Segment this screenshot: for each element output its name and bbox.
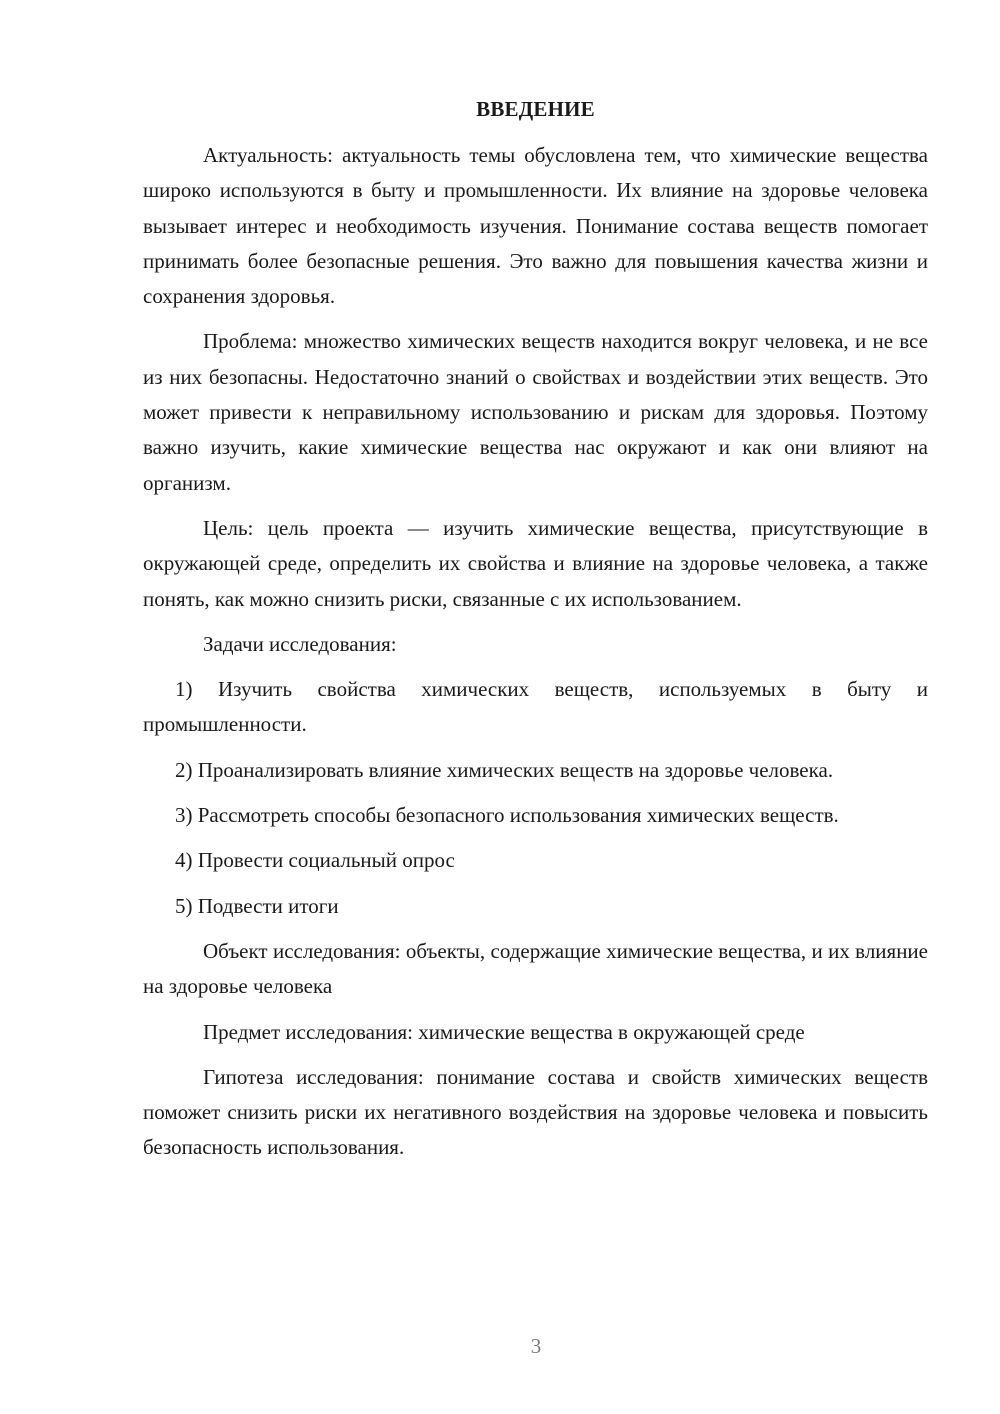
paragraph-goal: Цель: цель проекта — изучить химические вещества, присутствующие в окружающей среде, определить их свойства и влияние на здоровье человека, а также понять, как можно снизить риски, связанные с их использованием. [143,515,928,611]
paragraph-problem: Проблема: множество химических веществ находится вокруг человека, и не все из них безопасны. Недостаточно знаний о свойствах и воздействии этих веществ. Это может привести к неправильному использованию и рискам для здоровья. Поэтому важно изучить, какие химические вещества нас окружают и как они влияют на организм. [143,329,928,495]
page-number: 3 [530,1334,542,1358]
paragraph-subject: Предмет исследования: химические вещества в окружающей среде [203,1019,805,1044]
section-title: ВВЕДЕНИЕ [476,97,595,121]
task-item-2: 2) Проанализировать влияние химических веществ на здоровье человека. [175,757,834,782]
paragraph-hypothesis: Гипотеза исследования: понимание состава и свойств химических веществ поможет снизить риски их негативного воздействия на здоровье человека и повысить безопасность использования. [143,1064,928,1160]
task-item-1: 1) Изучить свойства химических веществ, используемых в быту и промышленности. [143,677,928,737]
paragraph-relevance: Актуальность: актуальность темы обусловлена тем, что химические вещества широко используются в быту и промышленности. Их влияние на здоровье человека вызывает интерес и необходимость изучения. Понимание состава веществ помогает принимать более безопасные решения. Это важно для повышения качества жизни и сохранения здоровья. [143,143,928,309]
task-item-3: 3) Рассмотреть способы безопасного использования химических веществ. [175,803,839,828]
paragraph-tasks-heading: Задачи исследования: [203,631,397,656]
paragraph-object: Объект исследования: объекты, содержащие химические вещества, и их влияние на здоровье человека [143,938,928,999]
task-item-5: 5) Подвести итоги [175,893,339,918]
document-body [143,92,928,1176]
task-item-4: 4) Провести социальный опрос [175,848,455,873]
